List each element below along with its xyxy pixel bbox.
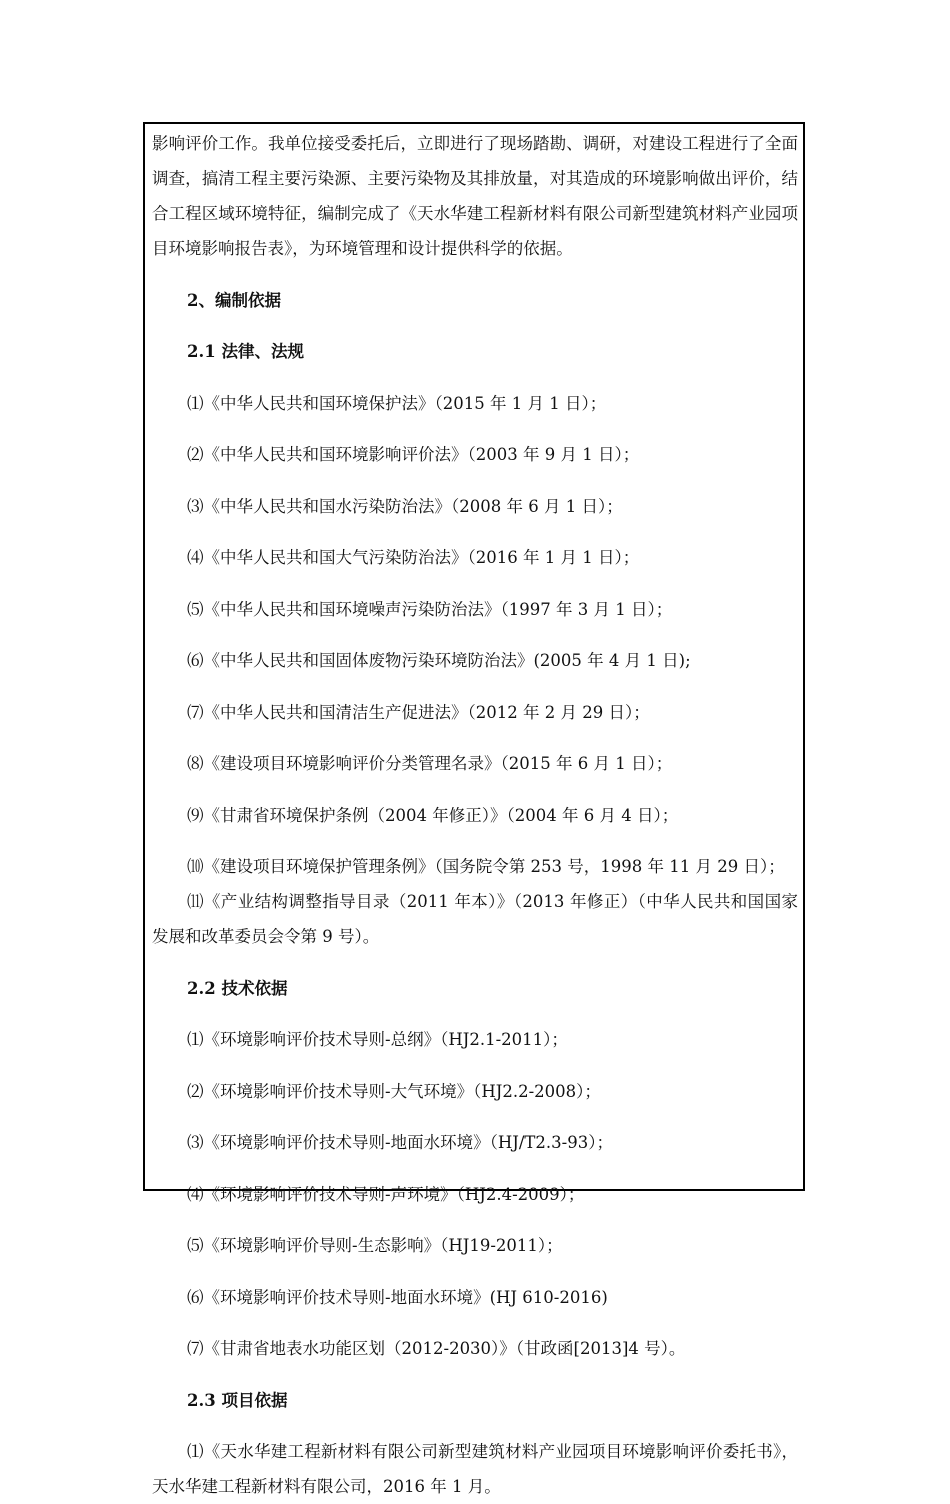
tech-item-3: ⑶《环境影响评价技术导则-地面水环境》（HJ/T2.3-93）； [187,1133,613,1152]
intro-paragraph: 影响评价工作。我单位接受委托后，立即进行了现场踏勘、调研，对建设工程进行了全面调查，搞清工程主要污染源、主要污染物及其排放量，对其造成的环境影响做出评价，结合工程区域环境特征，编制完成了《天水华建工程新材料有限公司新型建筑材料产业园项目环境影响报告表》，为环境管理和设计提供科学的依据。 [152,134,798,258]
law-item-6: ⑹《中华人民共和国固体废物污染环境防治法》(2005 年 4 月 1 日); [187,651,691,670]
law-item-9: ⑼《甘肃省环境保护条例（2004 年修正）》（2004 年 6 月 4 日）； [187,805,679,825]
law-item-11: ⑾《产业结构调整指导目录（2011 年本）》（2013 年修正）（中华人民共和国国家发展和改革委员会令第 9 号）。 [152,892,798,946]
subsection-heading-project: 2.3 项目依据 [187,1390,288,1410]
tech-item-4: ⑷《环境影响评价技术导则-声环境》（HJ2.4-2009）； [187,1184,585,1204]
section-heading-compilation-basis: 2、编制依据 [187,290,281,310]
tech-item-7: ⑺《甘肃省地表水功能区划（2012-2030）》（甘政函[2013]4 号）。 [187,1339,686,1358]
law-item-5: ⑸《中华人民共和国环境噪声污染防治法》（1997 年 3 月 1 日）； [187,599,673,619]
tech-item-5: ⑸《环境影响评价导则-生态影响》（HJ19-2011）； [187,1236,563,1255]
subsection-heading-technical: 2.2 技术依据 [187,978,288,998]
tech-item-1: ⑴《环境影响评价技术导则-总纲》（HJ2.1-2011）； [187,1030,568,1049]
law-item-8: ⑻《建设项目环境影响评价分类管理名录》（2015 年 6 月 1 日）； [187,754,673,773]
document-content [152,126,798,1504]
law-item-1: ⑴《中华人民共和国环境保护法》（2015 年 1 月 1 日）； [187,393,607,413]
subsection-heading-laws: 2.1 法律、法规 [187,342,304,361]
law-item-10: ⑽《建设项目环境保护管理条例》（国务院令第 253 号，1998 年 11 月 29 日）； [187,857,785,876]
tech-item-2: ⑵《环境影响评价技术导则-大气环境》（HJ2.2-2008）； [187,1081,601,1101]
tech-item-6: ⑹《环境影响评价技术导则-地面水环境》(HJ 610-2016) [187,1287,608,1307]
law-item-4: ⑷《中华人民共和国大气污染防治法》（2016 年 1 月 1 日）； [187,548,640,567]
law-item-3: ⑶《中华人民共和国水污染防治法》（2008 年 6 月 1 日）； [187,496,623,516]
project-item-1: ⑴《天水华建工程新材料有限公司新型建筑材料产业园项目环境影响评价委托书》，天水华建工程新材料有限公司，2016 年 1 月。 [152,1442,798,1496]
law-item-7: ⑺《中华人民共和国清洁生产促进法》（2012 年 2 月 29 日）； [187,702,650,722]
law-item-2: ⑵《中华人民共和国环境影响评价法》（2003 年 9 月 1 日）； [187,445,640,464]
